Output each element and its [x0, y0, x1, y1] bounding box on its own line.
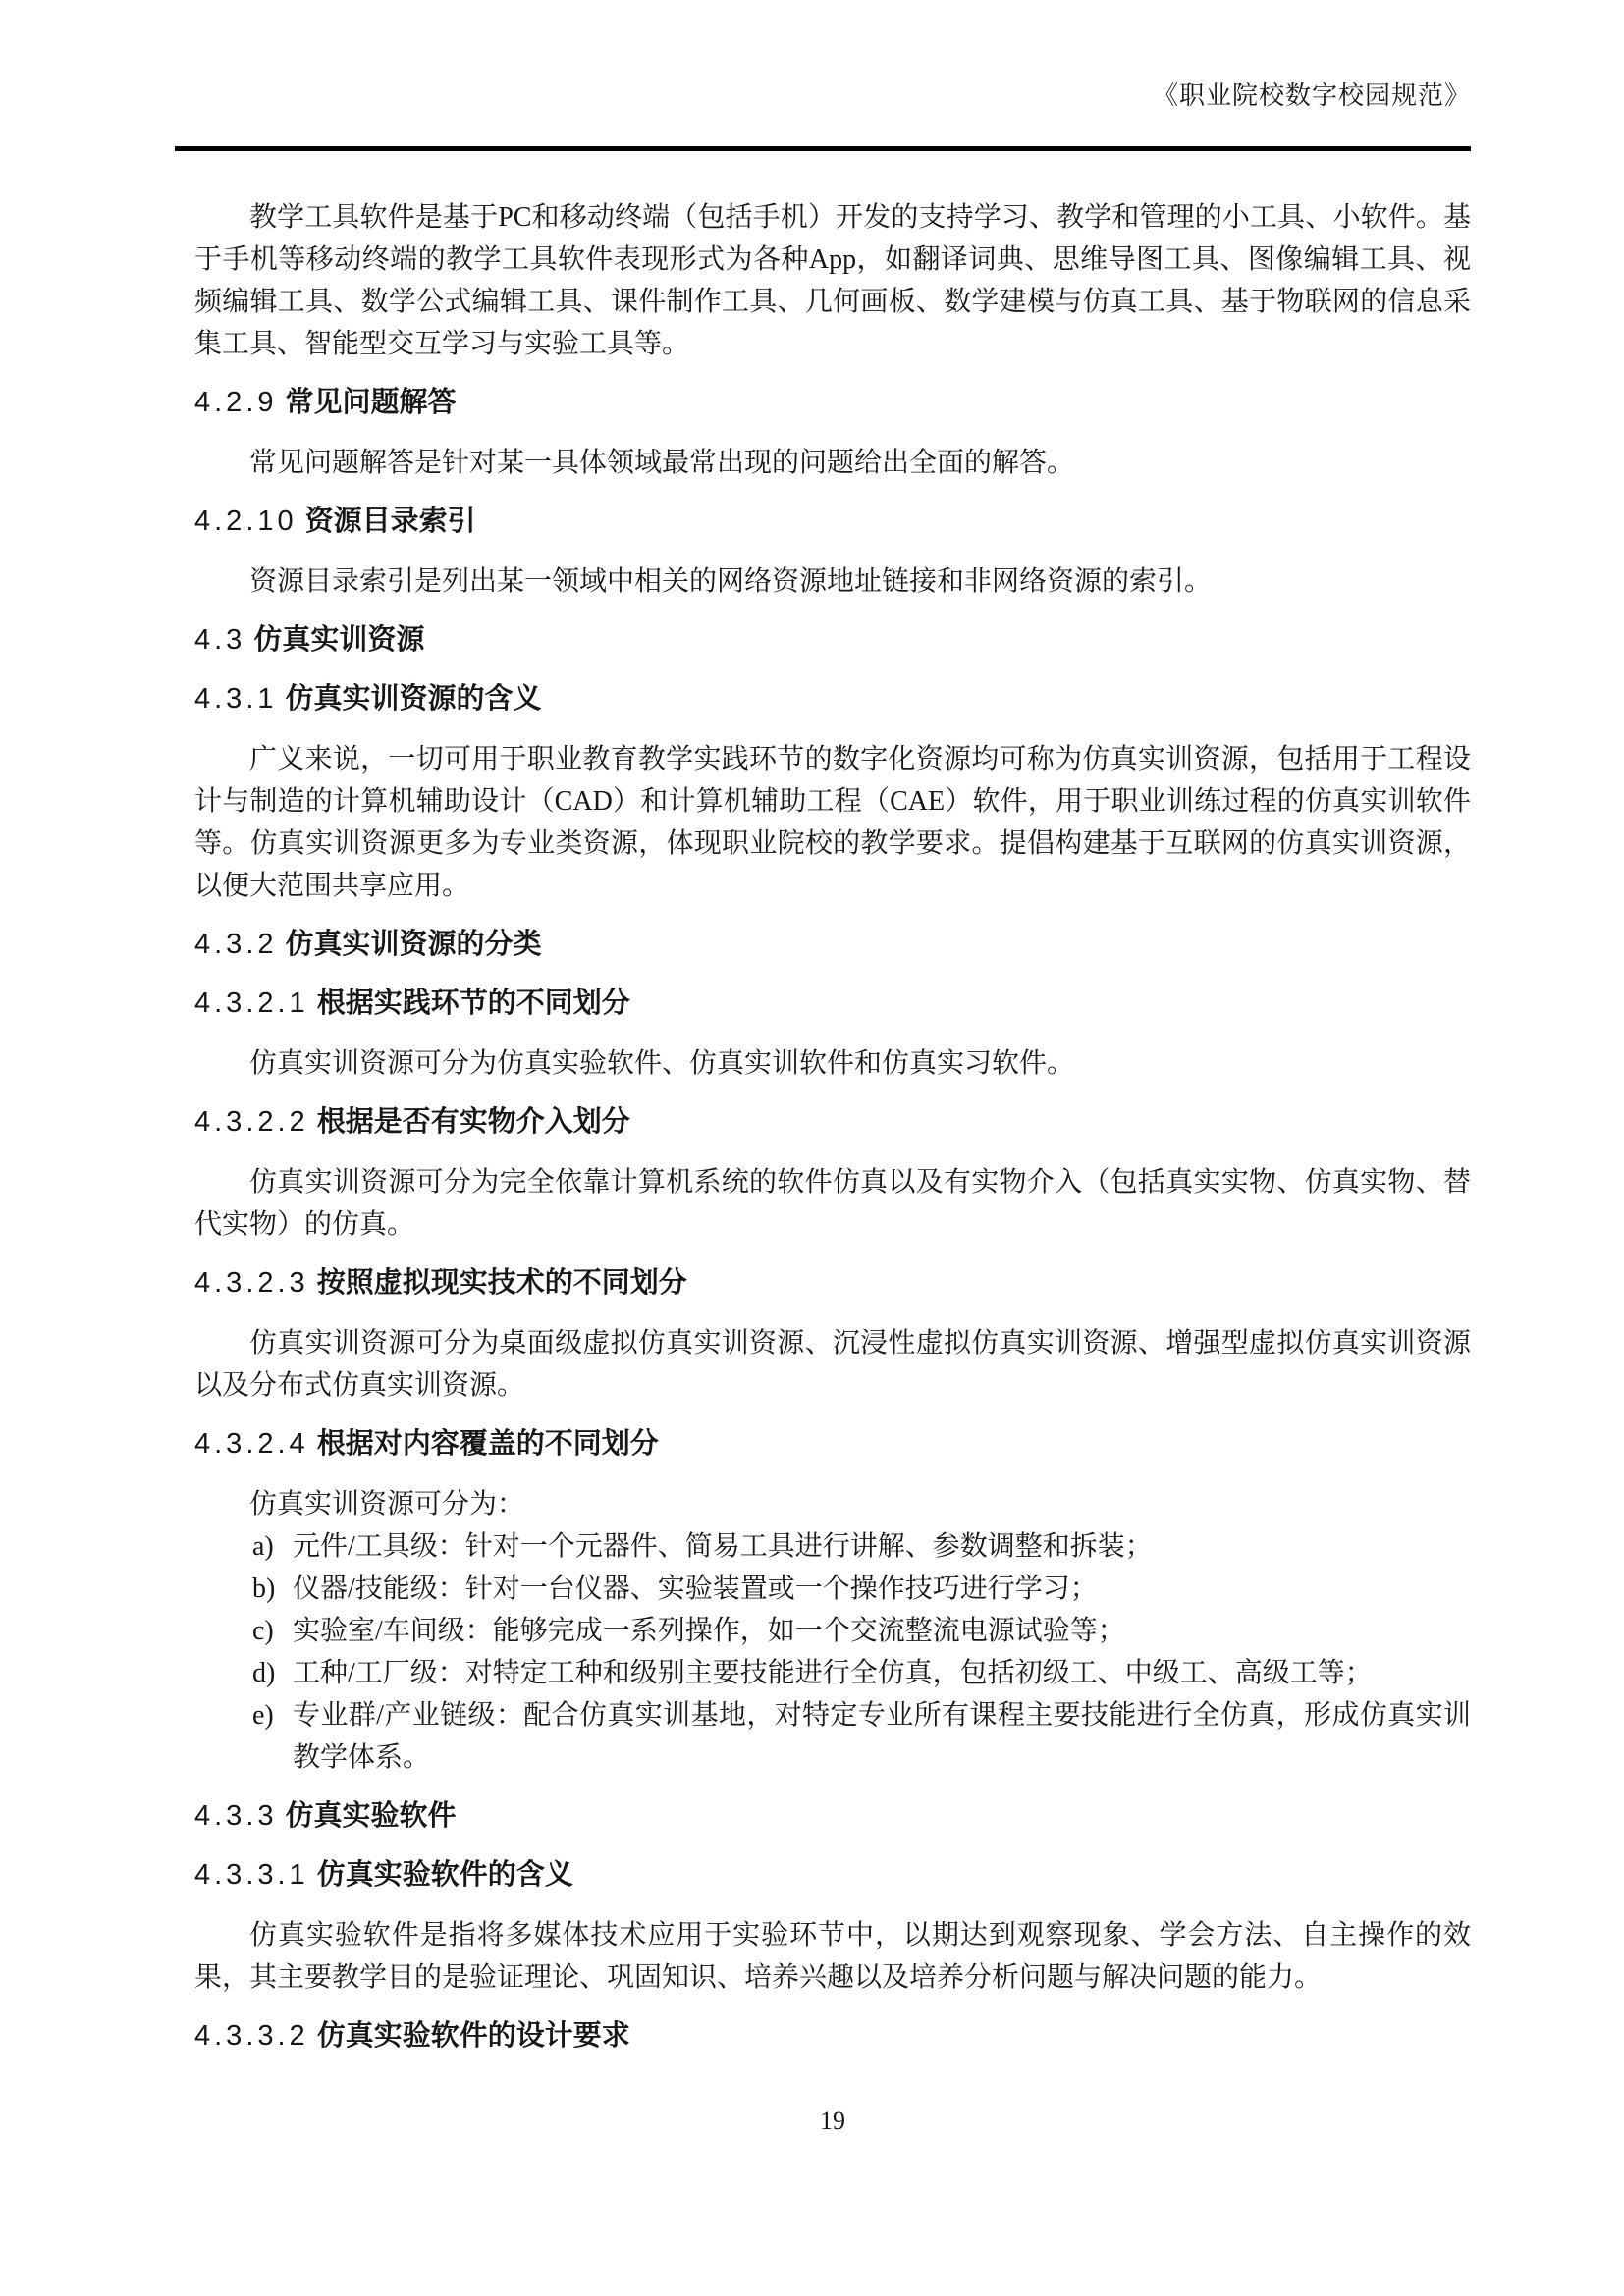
header-rule [175, 146, 1471, 151]
heading-number: 4.3 [194, 624, 246, 656]
list-marker: a) [252, 1531, 274, 1562]
section-heading [194, 925, 1471, 964]
heading-number: 4.3.2 [194, 929, 278, 960]
heading-title: 资源目录索引 [304, 506, 476, 537]
paragraph: 资源目录索引是列出某一领域中相关的网络资源地址链接和非网络资源的索引。 [249, 566, 1213, 597]
heading-number: 4.3.2.3 [194, 1267, 309, 1299]
content-frame [175, 82, 1471, 2136]
paragraph: 广义来说，一切可用于职业教育教学实践环节的数字化资源均可称为仿真实训资源，包括用于工程设计与制造的计算机辅助设计（CAD）和计算机辅助工程（CAE）软件，用于职业训练过程的仿真实训软件等。仿真实训资源更多为专业类资源，体现职业院校的教学要求。提倡构建基于互联网的仿真实训资源，以便大范围共享应用。 [194, 744, 1471, 901]
list-marker: d) [252, 1658, 276, 1688]
paragraph: 仿真实验软件是指将多媒体技术应用于实验环节中，以期达到观察现象、学会方法、自主操作的效果，其主要教学目的是验证理论、巩固知识、培养兴趣以及培养分析问题与解决问题的能力。 [194, 1920, 1471, 1993]
section-heading [194, 620, 1471, 660]
heading-title: 仿真实训资源的含义 [285, 683, 542, 715]
heading-number: 4.3.2.1 [194, 988, 309, 1019]
section-heading [194, 679, 1471, 719]
list-item-text: 元件/工具级：针对一个元器件、简易工具进行讲解、参数调整和拆装； [293, 1531, 1153, 1562]
list-item [194, 1652, 1471, 1694]
heading-number: 4.3.3.1 [194, 1859, 309, 1891]
section-heading [194, 1424, 1471, 1464]
paragraph: 仿真实训资源可分为： [249, 1489, 525, 1520]
list-item-text: 专业群/产业链级：配合仿真实训基地，对特定专业所有课程主要技能进行全仿真，形成仿真实训教学体系。 [293, 1700, 1471, 1773]
list-marker: b) [252, 1574, 276, 1604]
heading-title: 常见问题解答 [285, 387, 457, 418]
heading-title: 根据实践环节的不同划分 [316, 988, 630, 1019]
list-marker: e) [252, 1700, 274, 1731]
heading-number: 4.3.2.4 [194, 1428, 309, 1460]
section-heading [194, 2016, 1471, 2056]
list-item-text: 实验室/车间级：能够完成一系列操作，如一个交流整流电源试验等； [293, 1616, 1125, 1646]
list-item [194, 1568, 1471, 1610]
heading-title: 按照虚拟现实技术的不同划分 [316, 1267, 687, 1299]
heading-title: 根据对内容覆盖的不同划分 [316, 1428, 659, 1460]
heading-number: 4.2.10 [194, 506, 298, 537]
section-heading [194, 1102, 1471, 1142]
paragraph: 仿真实训资源可分为仿真实验软件、仿真实训软件和仿真实习软件。 [249, 1048, 1075, 1079]
list-item [194, 1525, 1471, 1568]
document-body [175, 196, 1471, 2136]
page-number: 19 [820, 2107, 845, 2135]
heading-title: 仿真实训资源 [253, 624, 425, 656]
section-heading [194, 1796, 1471, 1836]
section-heading [194, 383, 1471, 422]
section-heading [194, 1263, 1471, 1303]
paragraph: 教学工具软件是基于PC和移动终端（包括手机）开发的支持学习、教学和管理的小工具、小软件。基于手机等移动终端的教学工具软件表现形式为各种App，如翻译词典、思维导图工具、图像编辑工具、视频编辑工具、数学公式编辑工具、课件制作工具、几何画板、数学建模与仿真工具、基于物联网的信息采集工具、智能型交互学习与实验工具等。 [194, 202, 1471, 359]
heading-title: 仿真实验软件的含义 [316, 1859, 573, 1891]
paragraph: 仿真实训资源可分为完全依靠计算机系统的软件仿真以及有实物介入（包括真实实物、仿真实物、替代实物）的仿真。 [194, 1167, 1471, 1240]
heading-title: 仿真实验软件的设计要求 [316, 2020, 630, 2052]
heading-title: 根据是否有实物介入划分 [316, 1106, 630, 1138]
paragraph: 常见问题解答是针对某一具体领域最常出现的问题给出全面的解答。 [249, 448, 1075, 478]
list-item-text: 工种/工厂级：对特定工种和级别主要技能进行全仿真，包括初级工、中级工、高级工等； [293, 1658, 1373, 1688]
paragraph: 仿真实训资源可分为桌面级虚拟仿真实训资源、沉浸性虚拟仿真实训资源、增强型虚拟仿真实训资源以及分布式仿真实训资源。 [194, 1328, 1471, 1401]
heading-title: 仿真实验软件 [285, 1800, 457, 1832]
heading-title: 仿真实训资源的分类 [285, 929, 542, 960]
section-heading [194, 1855, 1471, 1895]
running-header-title: 《职业院校数字校园规范》 [1152, 81, 1471, 110]
classification-list [194, 1525, 1471, 1779]
heading-number: 4.3.3 [194, 1800, 278, 1832]
list-item [194, 1694, 1471, 1779]
heading-number: 4.2.9 [194, 387, 278, 418]
list-marker: c) [252, 1616, 274, 1646]
heading-number: 4.3.3.2 [194, 2020, 309, 2052]
section-heading [194, 502, 1471, 541]
heading-number: 4.3.2.2 [194, 1106, 309, 1138]
list-item [194, 1610, 1471, 1652]
list-item-text: 仪器/技能级：针对一台仪器、实验装置或一个操作技巧进行学习； [293, 1574, 1098, 1604]
section-heading [194, 984, 1471, 1023]
heading-number: 4.3.1 [194, 683, 278, 715]
